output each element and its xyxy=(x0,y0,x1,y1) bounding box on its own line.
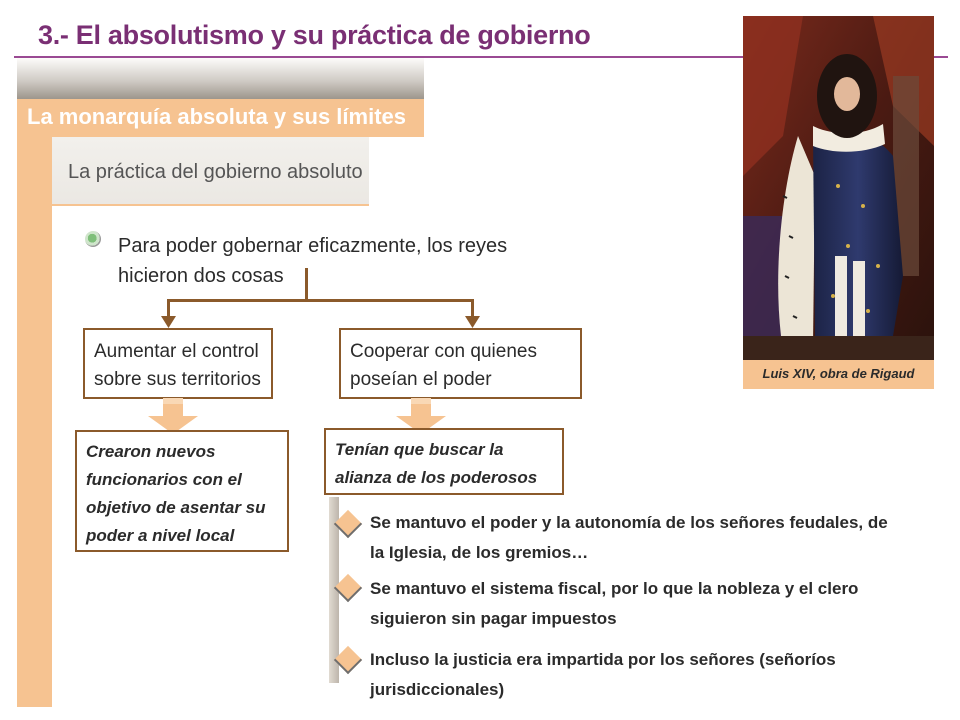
action-text-control: Aumentar el control sobre sus territorios xyxy=(94,341,261,390)
connector-horizontal xyxy=(167,299,474,302)
header-gradient xyxy=(17,58,424,100)
action-box-cooperate xyxy=(339,328,582,399)
action-box-control xyxy=(83,328,273,399)
intro-text: Para poder gobernar eficazmente, los reyes hicieron dos cosas xyxy=(118,235,508,287)
consequence-item: Incluso la justicia era impartida por los señores (señoríos jurisdiccionales) xyxy=(370,650,836,699)
connector-stem xyxy=(305,268,308,301)
green-circle-bullet-icon xyxy=(85,231,101,247)
subsection-title: La práctica del gobierno absoluto xyxy=(68,161,363,183)
result-box-alliance xyxy=(324,428,564,495)
result-text-alliance: Tenían que buscar la alianza de los poderosos xyxy=(335,440,538,487)
portrait-illustration xyxy=(743,16,934,360)
slide-title: 3.- El absolutismo y su práctica de gobierno xyxy=(38,20,591,50)
consequence-item: Se mantuvo el sistema fiscal, por lo que la nobleza y el clero siguieron sin pagar impuestos xyxy=(370,579,859,628)
action-text-cooperate: Cooperar con quienes poseían el poder xyxy=(350,341,537,390)
section-title: La monarquía absoluta y sus límites xyxy=(27,104,406,129)
connector-left-arrowhead-icon xyxy=(161,316,176,328)
subsection-underline xyxy=(52,204,369,206)
result-text-officials: Crearon nuevos funcionarios con el objetivo de asentar su poder a nivel local xyxy=(86,442,266,545)
portrait-image xyxy=(743,16,934,360)
result-box-officials xyxy=(75,430,289,552)
connector-right-arrowhead-icon xyxy=(465,316,480,328)
down-arrow-icon xyxy=(148,398,198,434)
left-accent-stripe xyxy=(17,137,52,707)
consequence-item: Se mantuvo el poder y la autonomía de los señores feudales, de la Iglesia, de los gremios… xyxy=(370,513,888,562)
image-caption: Luis XIV, obra de Rigaud xyxy=(762,366,915,381)
